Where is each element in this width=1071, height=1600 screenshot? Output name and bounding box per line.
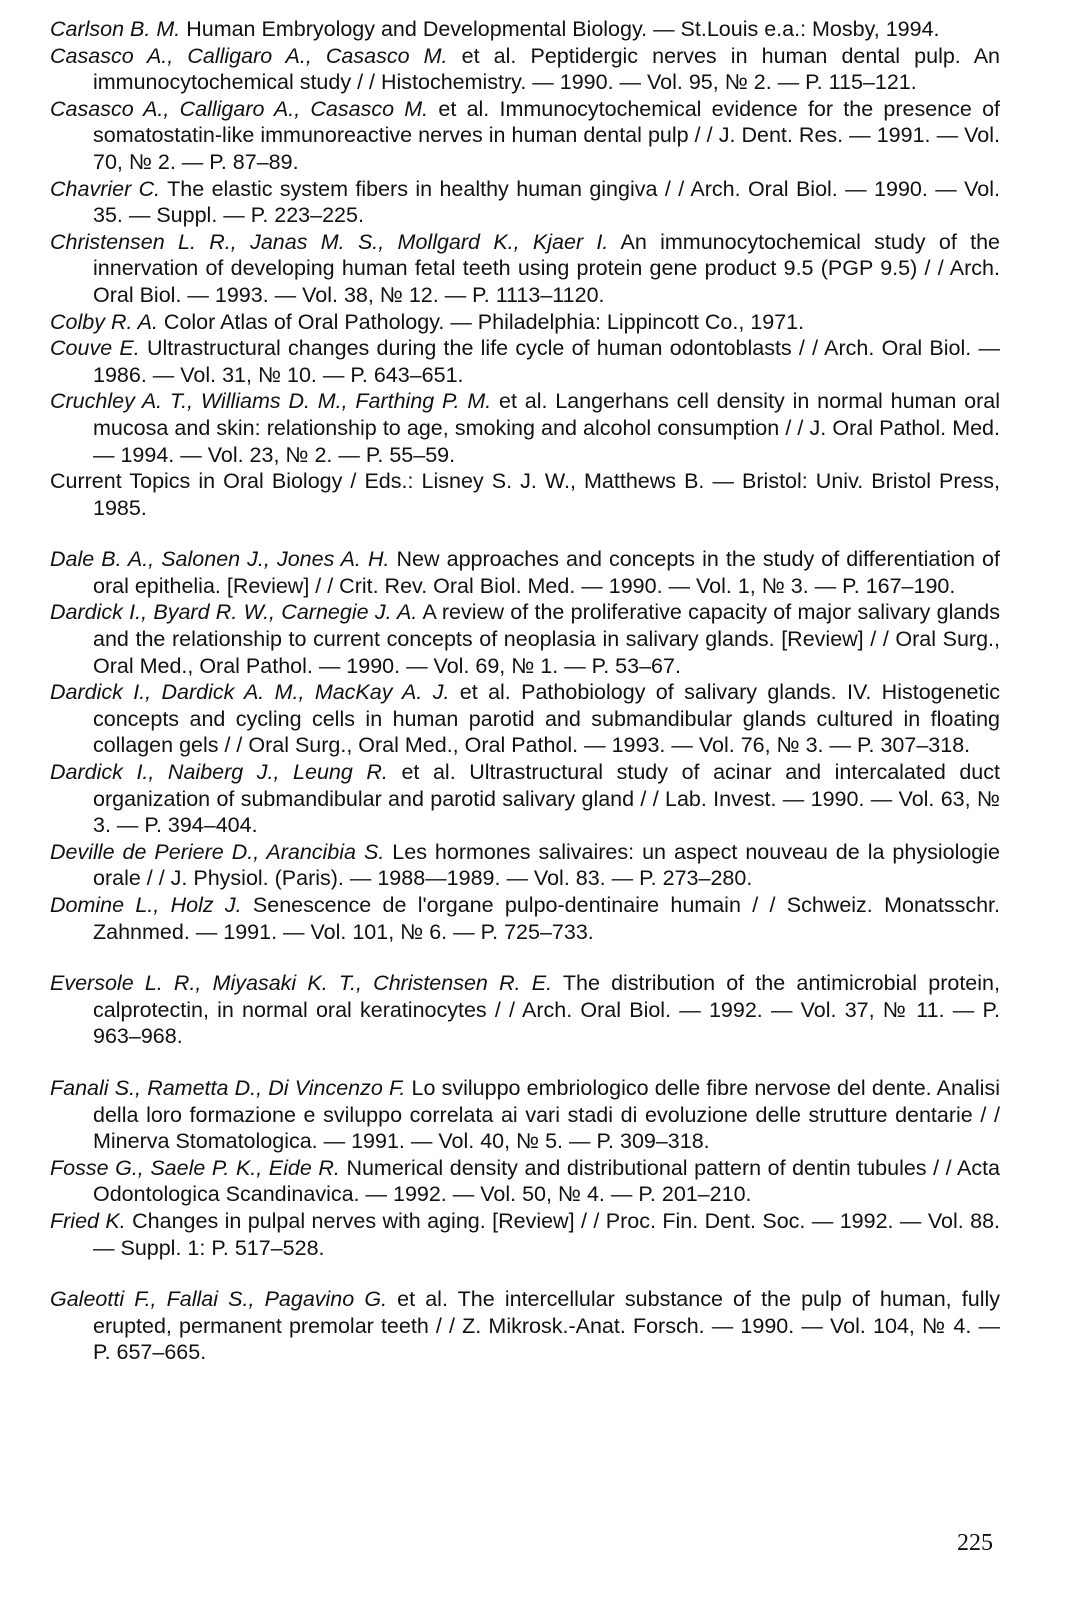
reference-authors: Dardick I., Naiberg J., Leung R. [50, 760, 388, 785]
reference-authors: Fried K. [50, 1208, 126, 1233]
reference-text: Les hormones salivaires: un aspect nouveau de la physiologie orale / / J. Physiol. (Paris). — 1988—1989. — Vol. 83. — P. 273–280. [93, 839, 1000, 891]
reference-entry [50, 43, 1000, 96]
reference-entry [50, 1208, 1000, 1261]
page-number: 225 [957, 1530, 993, 1556]
reference-text: et al. Pathobiology of salivary glands. IV. Histogenetic concepts and cycling cells in human parotid and submandibular glands cultured in floating collagen gels / / Oral Surg., Oral Med., Oral Pathol. — 1993. — Vol. 76, № 3. — P. 307–318. [93, 680, 1000, 758]
reference-text: Lo sviluppo embriologico delle fibre nervose del dente. Analisi della loro formazione e sviluppo correlata ai vari stadi di evoluzione delle strutture dentarie / / Minerva Stomatologica. — 1991. — Vol. 40, № 5. — P. 309–318. [93, 1075, 1000, 1154]
reference-text: Senescence de l'organe pulpo-dentinaire humain / / Schweiz. Monatsschr. Zahnmed. — 1991. — Vol. 101, № 6. — P. 725–733. [93, 893, 1000, 944]
reference-text: Current Topics in Oral Biology / Eds.: Lisney S. J. W., Matthews B. — Bristol: Univ. Bristol Press, 1985. [50, 469, 1000, 520]
reference-authors: Eversole L. R., Miyasaki K. T., Christensen R. E. [50, 971, 553, 996]
reference-entry [50, 759, 1000, 839]
reference-text: An immunocytochemical study of the innervation of developing human fetal teeth using protein gene product 9.5 (PGP 9.5) / / Arch. Oral Biol. — 1993. — Vol. 38, № 12. — P. 1113–1120. [93, 229, 1000, 307]
reference-authors: Chavrier C. [50, 176, 161, 201]
reference-authors: Fanali S., Rametta D., Di Vincenzo F. [50, 1075, 406, 1100]
reference-authors: Christensen L. R., Janas M. S., Mollgard K., Kjaer I. [50, 229, 609, 254]
reference-text: et al. Immunocytochemical evidence for the presence of somatostatin-like immunoreactive nerves in human dental pulp / / J. Dent. Res. — 1991. — Vol. 70, № 2. — P. 87–89. [93, 96, 1001, 174]
reference-entry [50, 96, 1000, 176]
reference-entry [50, 16, 1000, 43]
reference-authors: Dardick I., Byard R. W., Carnegie J. A. [50, 600, 418, 625]
reference-text: Color Atlas of Oral Pathology. — Philadelphia: Lippincott Co., 1971. [157, 309, 805, 334]
reference-authors: Casasco A., Calligaro A., Casasco M. [50, 96, 429, 121]
reference-authors: Galeotti F., Fallai S., Pagavino G. [50, 1287, 388, 1312]
reference-entry [50, 388, 1000, 468]
reference-authors: Couve E. [50, 336, 140, 361]
reference-text: et al. Peptidergic nerves in human dental pulp. An immunocytochemical study / / Histochemistry. — 1990. — Vol. 95, № 2. — P. 115–121. [93, 43, 1000, 95]
reference-authors: Dale B. A., Salonen J., Jones A. H. [50, 547, 390, 572]
reference-entry [50, 1286, 1000, 1366]
reference-entry [50, 546, 1000, 599]
reference-authors: Cruchley A. T., Williams D. M., Farthing P. M. [50, 389, 492, 414]
reference-text: Changes in pulpal nerves with aging. [Review] / / Proc. Fin. Dent. Soc. — 1992. — Vol. 88. — Suppl. 1: P. 517–528. [93, 1208, 1000, 1260]
reference-text: Ultrastructural changes during the life cycle of human odontoblasts / / Arch. Oral Biol. — 1986. — Vol. 31, № 10. — P. 643–651. [93, 336, 1000, 387]
reference-authors: Colby R. A. [50, 309, 158, 334]
reference-entry [50, 176, 1000, 229]
reference-text: New approaches and concepts in the study of differentiation of oral epithelia. [Review] / / Crit. Rev. Oral Biol. Med. — 1990. — Vol. 1, № 3. — P. 167–190. [93, 547, 1000, 598]
reference-list [50, 16, 1000, 1366]
reference-authors: Fosse G., Saele P. K., Eide R. [50, 1155, 340, 1180]
reference-text: Numerical density and distributional pattern of dentin tubules / / Acta Odontologica Scandinavica. — 1992. — Vol. 50, № 4. — P. 201–210. [93, 1155, 1000, 1207]
reference-authors: Dardick I., Dardick A. M., MacKay A. J. [50, 680, 450, 705]
reference-authors: Carlson B. M. [50, 17, 181, 41]
reference-entry [50, 468, 1000, 521]
reference-entry [50, 335, 1000, 388]
reference-text: Human Embryology and Developmental Biology. — St.Louis e.a.: Mosby, 1994. [180, 17, 940, 41]
reference-entry [50, 599, 1000, 679]
reference-entry [50, 309, 1000, 336]
reference-entry [50, 1075, 1000, 1155]
reference-text: A review of the proliferative capacity of major salivary glands and the relationship to current concepts of neoplasia in salivary glands. [Review] / / Oral Surg., Oral Med., Oral Pathol. — 1990. — Vol. 69, № 1. — P. 53–67. [93, 600, 1000, 678]
reference-authors: Casasco A., Calligaro A., Casasco M. [50, 43, 448, 68]
reference-authors: Domine L., Holz J. [50, 893, 242, 917]
reference-text: et al. The intercellular substance of the pulp of human, fully erupted, permanent premolar teeth / / Z. Mikrosk.-Anat. Forsch. — 1990. — Vol. 104, № 4. — P. 657–665. [93, 1287, 1000, 1365]
reference-entry [50, 1155, 1000, 1208]
reference-authors: Deville de Periere D., Arancibia S. [50, 839, 385, 864]
reference-entry [50, 679, 1000, 759]
reference-text: et al. Langerhans cell density in normal human oral mucosa and skin: relationship to age, smoking and alcohol consumption / / J. Oral Pathol. Med. — 1994. — Vol. 23, № 2. — P. 55–59. [93, 389, 1001, 467]
reference-entry [50, 229, 1000, 309]
reference-text: The distribution of the antimicrobial protein, calprotectin, in normal oral keratinocytes / / Arch. Oral Biol. — 1992. — Vol. 37, № 11. — P. 963–968. [93, 971, 1000, 1049]
reference-text: The elastic system fibers in healthy human gingiva / / Arch. Oral Biol. — 1990. — Vol. 35. — Suppl. — P. 223–225. [93, 176, 1001, 228]
reference-text: et al. Ultrastructural study of acinar and intercalated duct organization of submandibular and parotid salivary gland / / Lab. Invest. — 1990. — Vol. 63, № 3. — P. 394–404. [93, 760, 1000, 838]
reference-entry [50, 839, 1000, 892]
reference-entry [50, 970, 1000, 1050]
reference-entry [50, 892, 1000, 945]
